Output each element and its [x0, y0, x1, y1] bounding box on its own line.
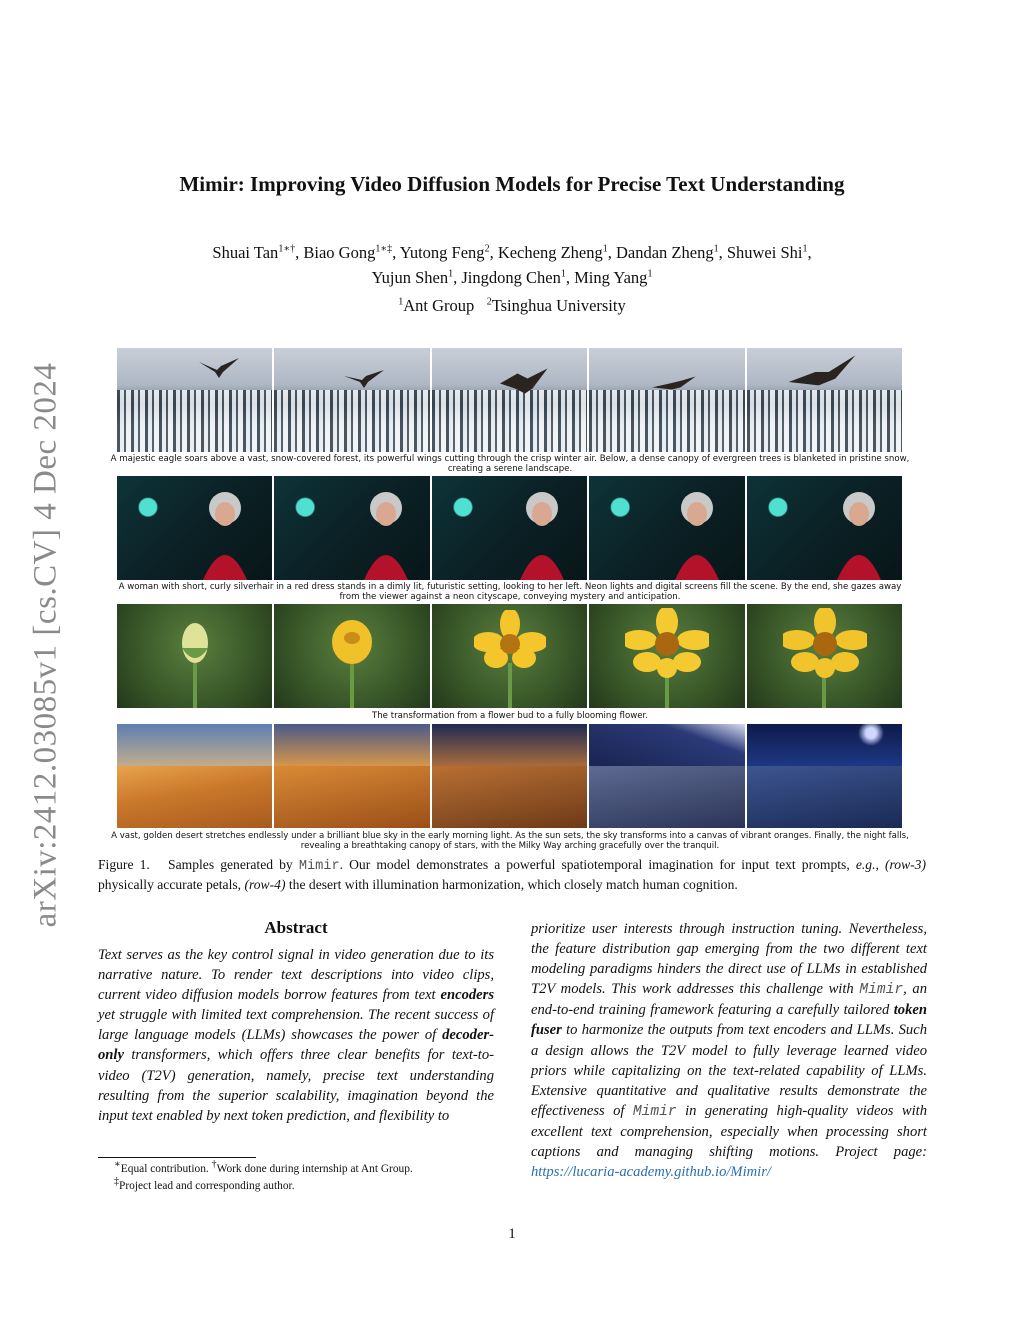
- video-frame: [432, 348, 587, 452]
- video-frame: [747, 476, 902, 580]
- figure-row-woman: [117, 476, 902, 580]
- video-frame: [274, 476, 429, 580]
- figure-caption: Figure 1. Samples generated by Mimir. Our model demonstrates a powerful spatiotemporal imagination for input text prompts, e.g., (row-3) physically accurate petals, (row-4) the desert with illumination harmonization, which closely match human cognition.: [98, 857, 926, 892]
- abstract-text-right: prioritize user interests through instruction tuning. Nevertheless, the feature distribution gap emerging from the two different text modeling paradigms hinders the direct use of LLMs in established T2V models. This work addresses this challenge with Mimir, an end-to-end training framework featuring a carefully tailored token fuser to harmonize the outputs from text encoders and LLMs. Such a design allows the T2V model to fully leverage learned video priors while capitalizing on the text-related capability of LLMs. Extensive quantitative and qualitative results demonstrate the effectiveness of Mimir in generating high-quality videos with excellent text comprehension, especially when processing short captions and managing shifting motions. Project page: https://lucaria-academy.github.io/Mimir/: [531, 921, 928, 1181]
- author: Yutong Feng: [399, 243, 485, 262]
- figure-row-eagle: [117, 348, 902, 452]
- project-page-link[interactable]: https://lucaria-academy.github.io/Mimir/: [531, 1164, 771, 1181]
- video-frame: [747, 604, 902, 708]
- author: Ming Yang: [574, 268, 648, 287]
- author: Shuai Tan: [212, 243, 279, 262]
- video-frame: [432, 724, 587, 828]
- footnote-divider: [98, 1157, 256, 1158]
- author: Kecheng Zheng: [497, 243, 603, 262]
- video-frame: [747, 724, 902, 828]
- row-caption: A woman with short, curly silverhair in a red dress stands in a dimly lit, futuristic setting, looking to her left. Neon lights and digital screens fill the scene. By the end, she gazes away from the viewer against a neon cityscape, conveying mystery and anticipation.: [118, 582, 902, 602]
- page-number: 1: [508, 1226, 516, 1242]
- paper-title: Mimir: Improving Video Diffusion Models for Precise Text Understanding: [179, 172, 845, 196]
- video-frame: [589, 476, 744, 580]
- row-caption: A majestic eagle soars above a vast, snow-covered forest, its powerful wings cutting through the crisp winter air. Below, a dense canopy of evergreen trees is blanketed in pristine snow, creating a serene landscape.: [110, 454, 910, 474]
- author: Yujun Shen: [371, 268, 449, 287]
- video-frame: [274, 724, 429, 828]
- video-frame: [747, 348, 902, 452]
- video-frame: [274, 348, 429, 452]
- affiliations: $^1$Ant Group $^2$Tsinghua University: [398, 296, 626, 315]
- video-frame: [589, 724, 744, 828]
- author-list: Shuai Tan$^{1∗\dagger}$, Biao Gong$^{1∗\ddagger}$, Yutong Feng$^2$, Kecheng Zheng$^1$, Dandan Zheng$^1$, Shuwei Shi$^1$, Yujun Shen$^1$, Jingdong Chen$^1$, Ming Yang$^1$: [212, 243, 812, 287]
- row-caption: The transformation from a flower bud to a fully blooming flower.: [371, 711, 648, 721]
- arxiv-identifier: arXiv:2412.03085v1 [cs.CV] 4 Dec 2024: [27, 362, 64, 928]
- figure-row-flower: [117, 604, 902, 708]
- author: Biao Gong: [303, 243, 376, 262]
- row-caption: A vast, golden desert stretches endlessly under a brilliant blue sky in the early morning light. As the sun sets, the sky transforms into a canvas of vibrant oranges. Finally, the night falls, revealing a breathtaking canopy of stars, with the Milky Way arching gracefully over the tranquil.: [111, 831, 909, 851]
- video-frame: [274, 604, 429, 708]
- figure-row-desert: [117, 724, 902, 828]
- video-frame: [117, 724, 272, 828]
- video-frame: [117, 476, 272, 580]
- author: Dandan Zheng: [615, 243, 714, 262]
- abstract-heading: Abstract: [264, 918, 328, 937]
- video-frame: [117, 604, 272, 708]
- author: Shuwei Shi: [726, 243, 803, 262]
- video-frame: [117, 348, 272, 452]
- video-frame: [432, 476, 587, 580]
- video-frame: [589, 348, 744, 452]
- video-frame: [589, 604, 744, 708]
- author: Jingdong Chen: [461, 268, 561, 287]
- abstract-text-left: Text serves as the key control signal in video generation due to its narrative nature. To render text descriptions into video clips, current video diffusion models borrow features from text encoders yet struggle with limited text comprehension. The recent success of large language models (LLMs) showcases the power of decoder-only transformers, which offers three clear benefits for text-to-video (T2V) generation, namely, precise text understanding resulting from the superior scalability, imagination beyond the input text enabled by next token prediction, and flexibility to: [98, 947, 495, 1124]
- video-frame: [432, 604, 587, 708]
- footnotes: ∗Equal contribution. †Work done during internship at Ant Group. ‡Project lead and corresponding author.: [114, 1159, 413, 1192]
